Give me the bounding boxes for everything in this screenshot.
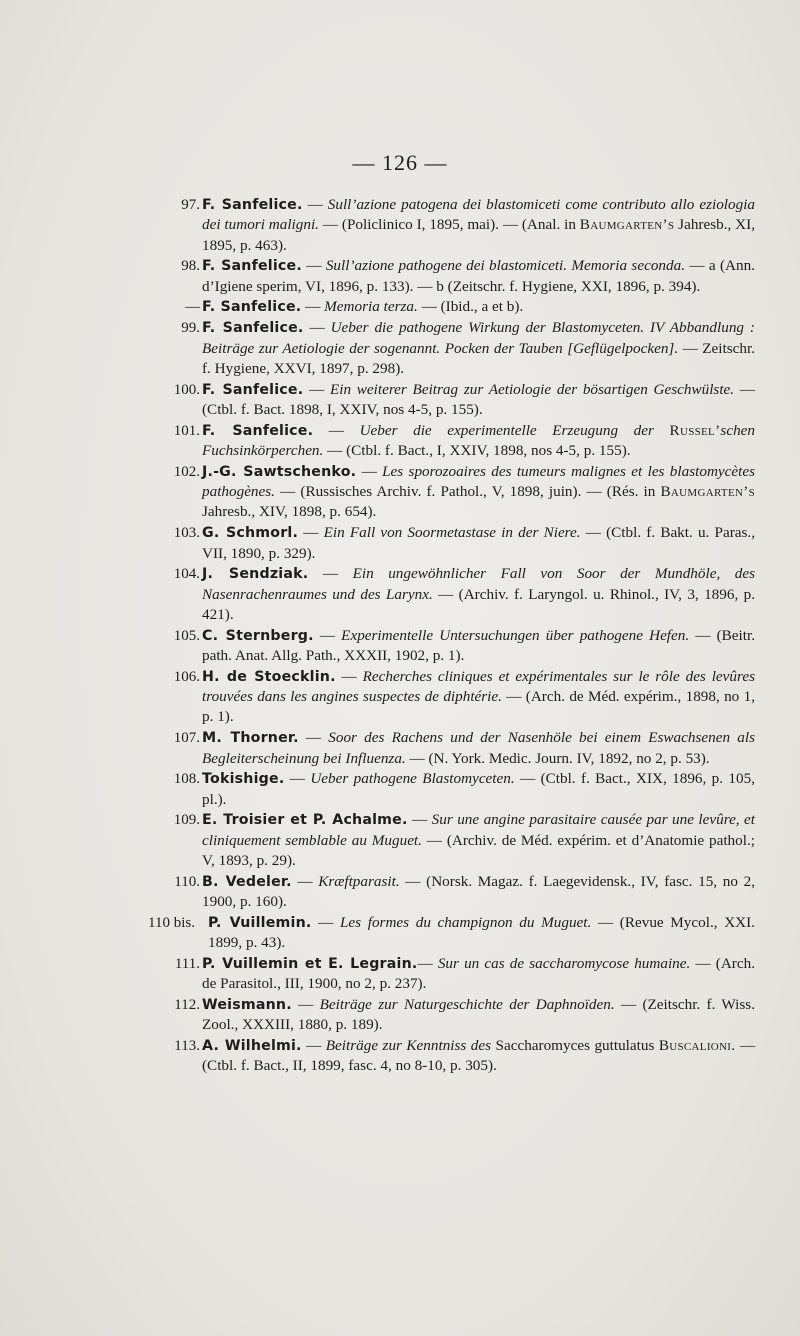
reference-title: Ein Fall von Soormetastase in der Niere. — [323, 524, 581, 542]
reference-number: 111. — [174, 955, 200, 972]
reference-title: Experimentelle Untersuchungen über pathogene Hefen. — [341, 626, 690, 644]
reference-separator: — — [291, 872, 319, 890]
reference-details: — (Norsk. Magaz. f. Laegevidensk., IV, fasc. 15, no 2, 1900, p. 160). — [202, 872, 756, 911]
reference-author: J.-G. Sawtschenko. — [202, 463, 357, 480]
reference-details — [654, 422, 670, 439]
reference-entry — [170, 1036, 755, 1077]
reference-separator: — — [303, 380, 330, 398]
reference-details: — (Beitr. path. Anat. Allg. Path., XXXII, 1902, p. 1). — [202, 626, 755, 665]
reference-entry — [170, 626, 755, 667]
reference-number: 112. — [174, 997, 200, 1014]
reference-separator: — — [308, 565, 353, 583]
reference-number: 110 bis. — [148, 914, 195, 931]
reference-number: 113. — [174, 1038, 200, 1055]
reference-title: Les formes du champignon du Muguet. — [339, 913, 592, 931]
reference-details: — (Ctbl. f. Bact., I, XXIV, 1898, nos 4-5, p. 155). — [323, 442, 631, 460]
reference-small-caps: Baumgarten’s — [660, 483, 755, 501]
reference-separator: — — [301, 298, 325, 316]
page-number: — 126 — — [352, 150, 448, 175]
reference-details: Saccharomyces guttulatus — [491, 1037, 659, 1055]
reference-author: F. Sanfelice. — [202, 258, 302, 275]
reference-separator: — — [298, 729, 329, 747]
reference-details: — (Arch. de Parasitol., III, 1900, no 2, p. 237). — [202, 954, 755, 993]
reference-title: Ueber die experimentelle Erzeugung der — [359, 421, 654, 439]
reference-title: Sull’azione pathogene dei blastomiceti. Memoria seconda. — [325, 257, 685, 275]
reference-separator: — — [356, 462, 383, 480]
reference-entry — [170, 995, 755, 1036]
reference-entry — [170, 462, 755, 523]
reference-number: 99. — [181, 320, 200, 337]
reference-entry — [170, 195, 755, 256]
reference-number: 97. — [181, 197, 200, 213]
reference-title: Kræftparasit. — [318, 872, 400, 890]
reference-author: A. Wilhelmi. — [202, 1038, 302, 1055]
reference-number: 103. — [173, 525, 200, 542]
reference-title: Sur une angine parasitaire causée par une levûre, et cliniquement semblable au Muguet. — [202, 811, 756, 849]
reference-entry — [170, 380, 755, 421]
reference-small-caps: Baumgarten’s — [579, 216, 675, 234]
reference-details: — (Archiv. de Méd. expérim. et d’Anatomie pathol.; V, 1893, p. 29). — [202, 831, 755, 869]
reference-details: — (Russisches Archiv. f. Pathol., V, 1898, juin). — (Rés. in — [274, 483, 661, 501]
reference-author: F. Sanfelice. — [202, 299, 302, 316]
reference-separator: — — [301, 257, 326, 275]
reference-entry — [170, 954, 755, 995]
reference-small-caps: Buscalioni. — [658, 1037, 736, 1055]
reference-author: P. Vuillemin. — [208, 914, 312, 931]
reference-details: — (Arch. de Méd. expérim., 1898, no 1, p. 1). — [202, 688, 755, 726]
reference-number: 100. — [173, 381, 200, 398]
reference-number: 98. — [181, 258, 200, 275]
reference-separator: — — [313, 421, 360, 439]
reference-number: 109. — [173, 812, 200, 829]
reference-details: — a (Ann. d’Igiene sperim, VI, 1896, p. 133). — b (Zeitschr. f. Hygiene, XXI, 1896, p. 394). — [202, 257, 755, 295]
reference-title: Sur un cas de saccharomycose humaine. — [437, 954, 691, 972]
reference-author: M. Thorner. — [202, 730, 299, 747]
reference-author: F. Sanfelice. — [202, 320, 304, 337]
reference-separator: — — [311, 913, 340, 931]
reference-details: Jahresb., XIV, 1898, p. 654). — [202, 503, 377, 521]
reference-entry — [170, 297, 755, 317]
reference-author: B. Vedeler. — [202, 873, 292, 890]
reference-author: E. Troisier et P. Achalme. — [202, 812, 408, 829]
reference-entry — [148, 913, 755, 954]
reference-entry — [170, 810, 755, 871]
reference-title: Ueber pathogene Blastomyceten. — [310, 770, 515, 788]
reference-details: — (Archiv. f. Laryngol. u. Rhinol., IV, 3, 1896, p. 421). — [202, 585, 755, 623]
reference-author: F. Sanfelice. — [202, 197, 303, 213]
reference-entry — [170, 318, 755, 379]
reference-author: P. Vuillemin et E. Legrain. — [202, 955, 418, 972]
reference-details: — (Revue Mycol., XXI. 1899, p. 43). — [208, 913, 755, 952]
reference-author: H. de Stoecklin. — [202, 668, 336, 685]
reference-number: 110. — [174, 873, 200, 890]
reference-details: — (Ctbl. f. Bact., II, 1899, fasc. 4, no 8-10, p. 305). — [202, 1037, 755, 1075]
reference-number: 101. — [173, 422, 200, 439]
reference-author: F. Sanfelice. — [202, 381, 304, 398]
reference-separator: — — [291, 996, 320, 1014]
reference-separator: — — [303, 319, 331, 337]
reference-title: schen Fuchsinkörperchen. — [202, 421, 756, 460]
reference-separator: — — [284, 770, 311, 788]
reference-title: Les sporozoaires des tumeurs malignes et les blastomycètes pathogènes. — [202, 462, 756, 501]
reference-details: — (N. York. Medic. Journ. IV, 1892, no 2, p. 53). — [405, 749, 710, 767]
reference-separator: — — [302, 196, 328, 213]
reference-separator: — — [407, 811, 432, 829]
reference-separator: — — [335, 667, 363, 685]
reference-entry — [170, 872, 755, 913]
reference-entry — [170, 728, 755, 769]
reference-details: — (Ctbl. f. Bakt. u. Paras., VII, 1890, p. 329). — [202, 524, 756, 562]
reference-number: 104. — [173, 566, 200, 583]
reference-list — [148, 195, 756, 1077]
reference-author: J. Sendziak. — [202, 566, 309, 583]
reference-number: 102. — [173, 463, 200, 480]
reference-entry — [170, 769, 755, 810]
reference-title: Ein weiterer Beitrag zur Aetiologie der bösartigen Geschwülste. — [329, 380, 735, 398]
reference-number: 107. — [173, 730, 200, 747]
reference-title: Recherches cliniques et expérimentales sur le rôle des levûres trouvées dans les angines suspectes de diphtérie. — [202, 667, 755, 706]
reference-separator: — — [298, 524, 324, 542]
reference-separator: — — [313, 626, 342, 644]
reference-title: Memoria terza. — [324, 298, 418, 316]
reference-title: Ein ungewöhnlicher Fall von Soor der Mundhöle, des Nasenrachenraumes und des Larynx. — [202, 565, 756, 603]
reference-entry — [170, 256, 755, 297]
reference-entry — [170, 523, 755, 564]
reference-number: 105. — [173, 627, 200, 644]
reference-number: 108. — [173, 771, 200, 788]
reference-number: — — [185, 299, 200, 316]
reference-small-caps: Russel’ — [669, 421, 721, 439]
reference-separator: — — [417, 954, 438, 972]
reference-title: Soor des Rachens und der Nasenhöle bei einem Eswachsenen als Begleiterscheinung bei Influenza. — [202, 729, 755, 767]
reference-details: — (Ibid., a et b). — [417, 298, 524, 316]
reference-title: Ueber die pathogene Wirkung der Blastomyceten. IV Abbandlung : Beiträge zur Aetiologie der sogenannt. Pocken der Tauben [Geflügelpocken]. — [202, 319, 755, 357]
reference-author: Tokishige. — [202, 771, 285, 788]
reference-title: Beiträge zur Kenntniss des — [325, 1037, 492, 1055]
reference-details: — (Ctbl. f. Bact. 1898, I, XXIV, nos 4-5, p. 155). — [202, 380, 756, 418]
reference-author: Weismann. — [202, 997, 292, 1014]
reference-author: G. Schmorl. — [202, 525, 299, 542]
reference-separator: — — [301, 1037, 326, 1055]
reference-entry — [170, 564, 755, 625]
reference-entry — [170, 421, 755, 462]
reference-title: Beiträge zur Naturgeschichte der Daphnoïden. — [319, 996, 615, 1014]
reference-title: Sull’azione patogena dei blastomiceti come contributo allo eziologia dei tumori maligni. — [202, 196, 756, 234]
reference-entry — [170, 667, 755, 728]
reference-author: C. Sternberg. — [202, 627, 314, 644]
reference-details: — Zeitschr. f. Hygiene, XXVI, 1897, p. 298). — [202, 339, 755, 377]
reference-author: F. Sanfelice. — [202, 422, 314, 439]
reference-details: — (Zeitschr. f. Wiss. Zool., XXXIII, 1880, p. 189). — [202, 996, 755, 1034]
reference-number: 106. — [173, 668, 200, 685]
reference-details: — (Ctbl. f. Bact., XIX, 1896, p. 105, pl.). — [202, 770, 755, 808]
reference-details: — (Policlinico I, 1895, mai). — (Anal. in — [318, 216, 580, 234]
reference-details: Jahresb., XI, 1895, p. 463). — [202, 216, 756, 254]
